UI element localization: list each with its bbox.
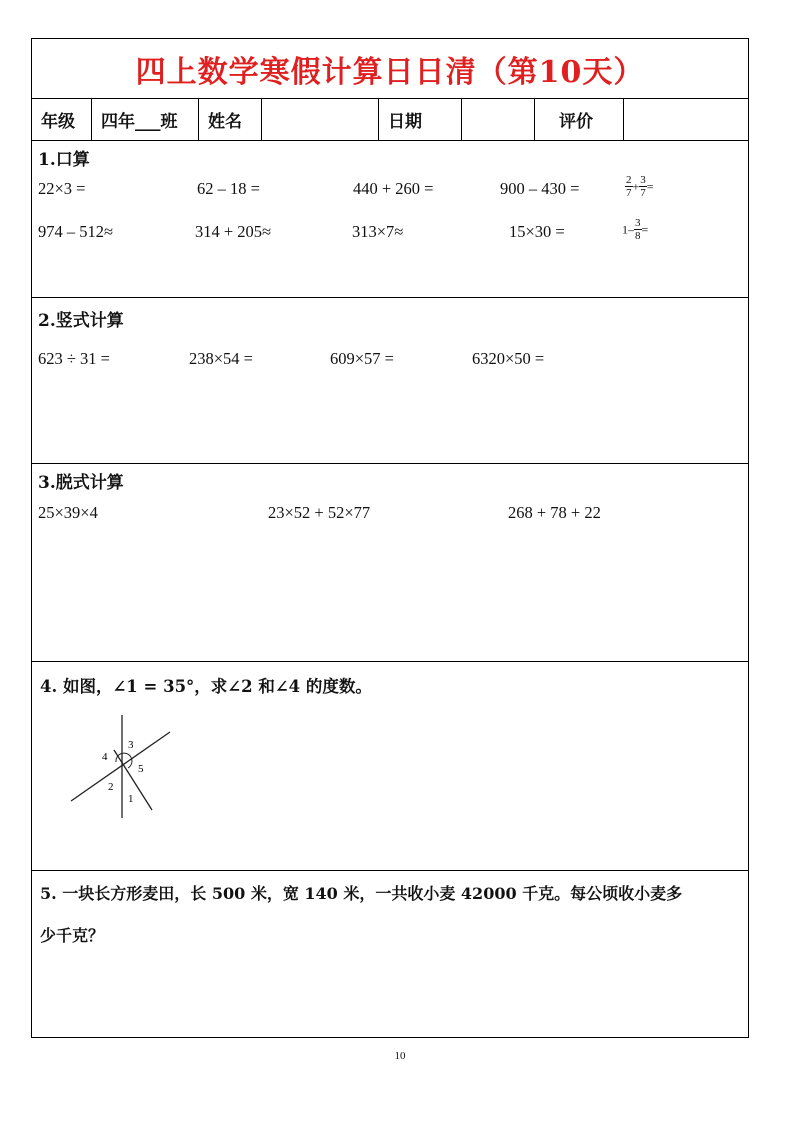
numerator: 2 (626, 174, 632, 186)
equals: = (646, 179, 654, 194)
angle-label-5: 5 (138, 763, 144, 775)
oral-expr: 15×30 = (509, 222, 565, 241)
date-field[interactable] (462, 99, 535, 140)
oral-expr: 313×7≈ (352, 222, 404, 241)
angle-label-4: 4 (102, 751, 108, 763)
angle-label-2: 2 (108, 781, 114, 793)
denominator: 7 (626, 187, 632, 199)
vertical-expr: 623 ÷ 31 = (38, 349, 110, 368)
info-row (32, 99, 748, 141)
vertical-expr: 238×54 = (189, 349, 253, 368)
eval-label: 评价 (535, 99, 624, 140)
angle-label-3: 3 (128, 739, 134, 751)
date-label: 日期 (379, 99, 462, 140)
numerator: 3 (635, 217, 641, 229)
section-angle-problem (32, 662, 748, 871)
section-stepwise-calc (32, 464, 748, 662)
oral-expr: 314 + 205≈ (195, 222, 272, 241)
name-label: 姓名 (199, 99, 262, 140)
fraction-expr (625, 174, 654, 199)
section-vertical-calc (32, 298, 748, 464)
worksheet (31, 38, 749, 1038)
fraction (634, 217, 642, 242)
class-label: 四年___班 (92, 99, 199, 140)
oral-expr: 62 – 18 = (197, 179, 260, 198)
minuend: 1– (622, 222, 634, 237)
slanted-line (71, 732, 170, 801)
vertical-expr: 609×57 = (330, 349, 394, 368)
section-word-problem (32, 871, 748, 1039)
stepwise-expr: 25×39×4 (38, 503, 98, 522)
fraction (639, 174, 647, 199)
section-title: 2.竖式计算 (38, 311, 124, 331)
numerator: 3 (640, 174, 646, 186)
operator: + (632, 179, 640, 194)
stepwise-expr: 23×52 + 52×77 (268, 503, 371, 522)
fraction (625, 174, 633, 199)
section-title: 3.脱式计算 (38, 473, 124, 493)
section-oral-calc (32, 141, 748, 298)
fraction-expr (622, 217, 648, 242)
angle-diagram (62, 710, 212, 830)
angle-label-1: 1 (128, 793, 134, 805)
page-number: 10 (394, 1050, 406, 1062)
oral-expr: 900 – 430 = (500, 179, 580, 198)
question-text: 少千克？ (40, 926, 105, 945)
question-text: 4. 如图，∠1 = 35°，求∠2 和∠4 的度数。 (40, 677, 372, 696)
vertical-expr: 6320×50 = (472, 349, 545, 368)
section-title: 1.口算 (38, 150, 90, 170)
name-field[interactable] (262, 99, 379, 140)
grade-label: 年级 (32, 99, 92, 140)
oral-expr: 440 + 260 = (353, 179, 434, 198)
denominator: 8 (635, 230, 641, 242)
oral-expr: 22×3 = (38, 179, 86, 198)
eval-field[interactable] (624, 99, 750, 140)
worksheet-title: 四上数学寒假计算日日清（第10天） (32, 39, 748, 99)
equals: = (641, 222, 649, 237)
stepwise-expr: 268 + 78 + 22 (508, 503, 601, 522)
oral-expr: 974 – 512≈ (38, 222, 114, 241)
denominator: 7 (640, 187, 646, 199)
question-text: 5. 一块长方形麦田，长 500 米，宽 140 米，一共收小麦 42000 千克。每公顷收小麦多 (40, 884, 683, 903)
